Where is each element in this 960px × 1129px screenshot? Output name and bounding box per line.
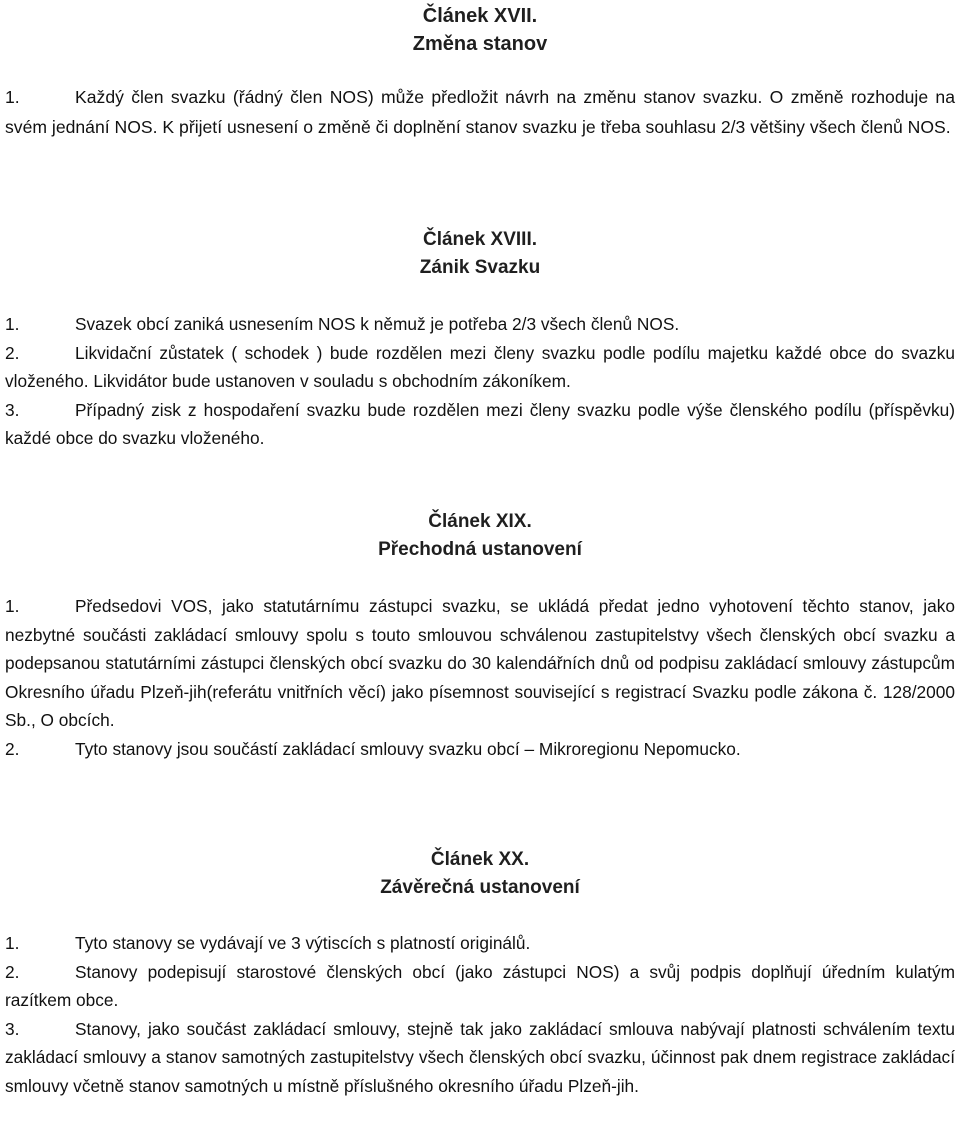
- item-number: 1.: [5, 596, 20, 616]
- article-subtitle: Zánik Svazku: [419, 257, 541, 278]
- item-number: 1.: [5, 933, 20, 953]
- item-number: 2.: [5, 342, 20, 363]
- item-text: Tyto stanovy se vydávají ve 3 výtiscích s platností originálů.: [75, 933, 531, 953]
- item-number: 2.: [5, 738, 20, 759]
- list-item: [5, 339, 955, 396]
- item-text: Stanovy, jako součást zakládací smlouvy, stejně tak jako zakládací smlouva nabývají platnosti schválením textu zakládací smlouvy a stanov samotných zastupitelstvy všech členských obcí svazku, účinnost pak dnem registrace zakládací smlouvy včetně stanov samotných u místně příslušného okresního úřadu Plzeň-jih.: [5, 1018, 955, 1096]
- item-number: 1.: [5, 314, 20, 334]
- article-xix-items: [5, 592, 955, 764]
- article-xx: [5, 846, 955, 902]
- article-xvii: [5, 2, 955, 58]
- list-item: [5, 310, 955, 339]
- article-title: Článek XVIII.: [422, 229, 538, 250]
- item-text: Tyto stanovy jsou součástí zakládací smlouvy svazku obcí – Mikroregionu Nepomucko.: [75, 738, 741, 759]
- item-text: Likvidační zůstatek ( schodek ) bude rozdělen mezi členy svazku podle podílu majetku každé obce do svazku vloženého. Likvidátor bude ustanoven v souladu s obchodním zákoníkem.: [5, 342, 955, 392]
- item-number: 1.: [5, 87, 20, 107]
- item-number: 2.: [5, 961, 20, 982]
- article-xx-items: [5, 929, 955, 1101]
- list-item: [5, 83, 955, 142]
- item-text: Každý člen svazku (řádný člen NOS) může předložit návrh na změnu stanov svazku. O změně rozhoduje na svém jednání NOS. K přijetí usnesení o změně či doplnění stanov svazku je třeba souhlasu 2/3 většiny všech členů NOS.: [5, 87, 955, 137]
- list-item: [5, 735, 955, 764]
- list-item: [5, 592, 955, 735]
- article-title: Článek XX.: [430, 849, 530, 870]
- article-subtitle: Závěrečná ustanovení: [380, 877, 580, 898]
- list-item: [5, 929, 955, 958]
- article-xix: [5, 508, 955, 564]
- article-title: Článek XVII.: [422, 5, 538, 27]
- item-text: Předsedovi VOS, jako statutárnímu zástupci svazku, se ukládá předat jedno vyhotovení těchto stanov, jako nezbytné součásti zakládací smlouvy spolu s touto smlouvou schválenou zastupitelstvy všech členských obcí svazku a podepsanou statutárními zástupci členských obcí svazku do 30 kalendářních dnů od podpisu zakládací smlouvy zástupcům Okresního úřadu Plzeň-jih(referátu vnitřních věcí) jako písemnost související s registrací Svazku podle zákona č. 128/2000 Sb., O obcích.: [5, 596, 955, 731]
- list-item: [5, 958, 955, 1015]
- article-title: Článek XIX.: [428, 511, 532, 532]
- item-text: Svazek obcí zaniká usnesením NOS k němuž je potřeba 2/3 všech členů NOS.: [75, 314, 680, 334]
- article-subtitle: Přechodná ustanovení: [378, 539, 582, 560]
- item-number: 3.: [5, 399, 20, 420]
- article-subtitle: Změna stanov: [412, 33, 548, 55]
- article-xviii: [5, 226, 955, 282]
- article-xvii-items: [5, 83, 955, 142]
- article-xviii-items: [5, 310, 955, 453]
- item-number: 3.: [5, 1018, 20, 1039]
- item-text: Případný zisk z hospodaření svazku bude rozdělen mezi členy svazku podle výše členského podílu (příspěvku) každé obce do svazku vloženého.: [5, 399, 955, 449]
- item-text: Stanovy podepisují starostové členských obcí (jako zástupci NOS) a svůj podpis doplňují úředním kulatým razítkem obce.: [5, 961, 955, 1011]
- list-item: [5, 396, 955, 453]
- list-item: [5, 1015, 955, 1101]
